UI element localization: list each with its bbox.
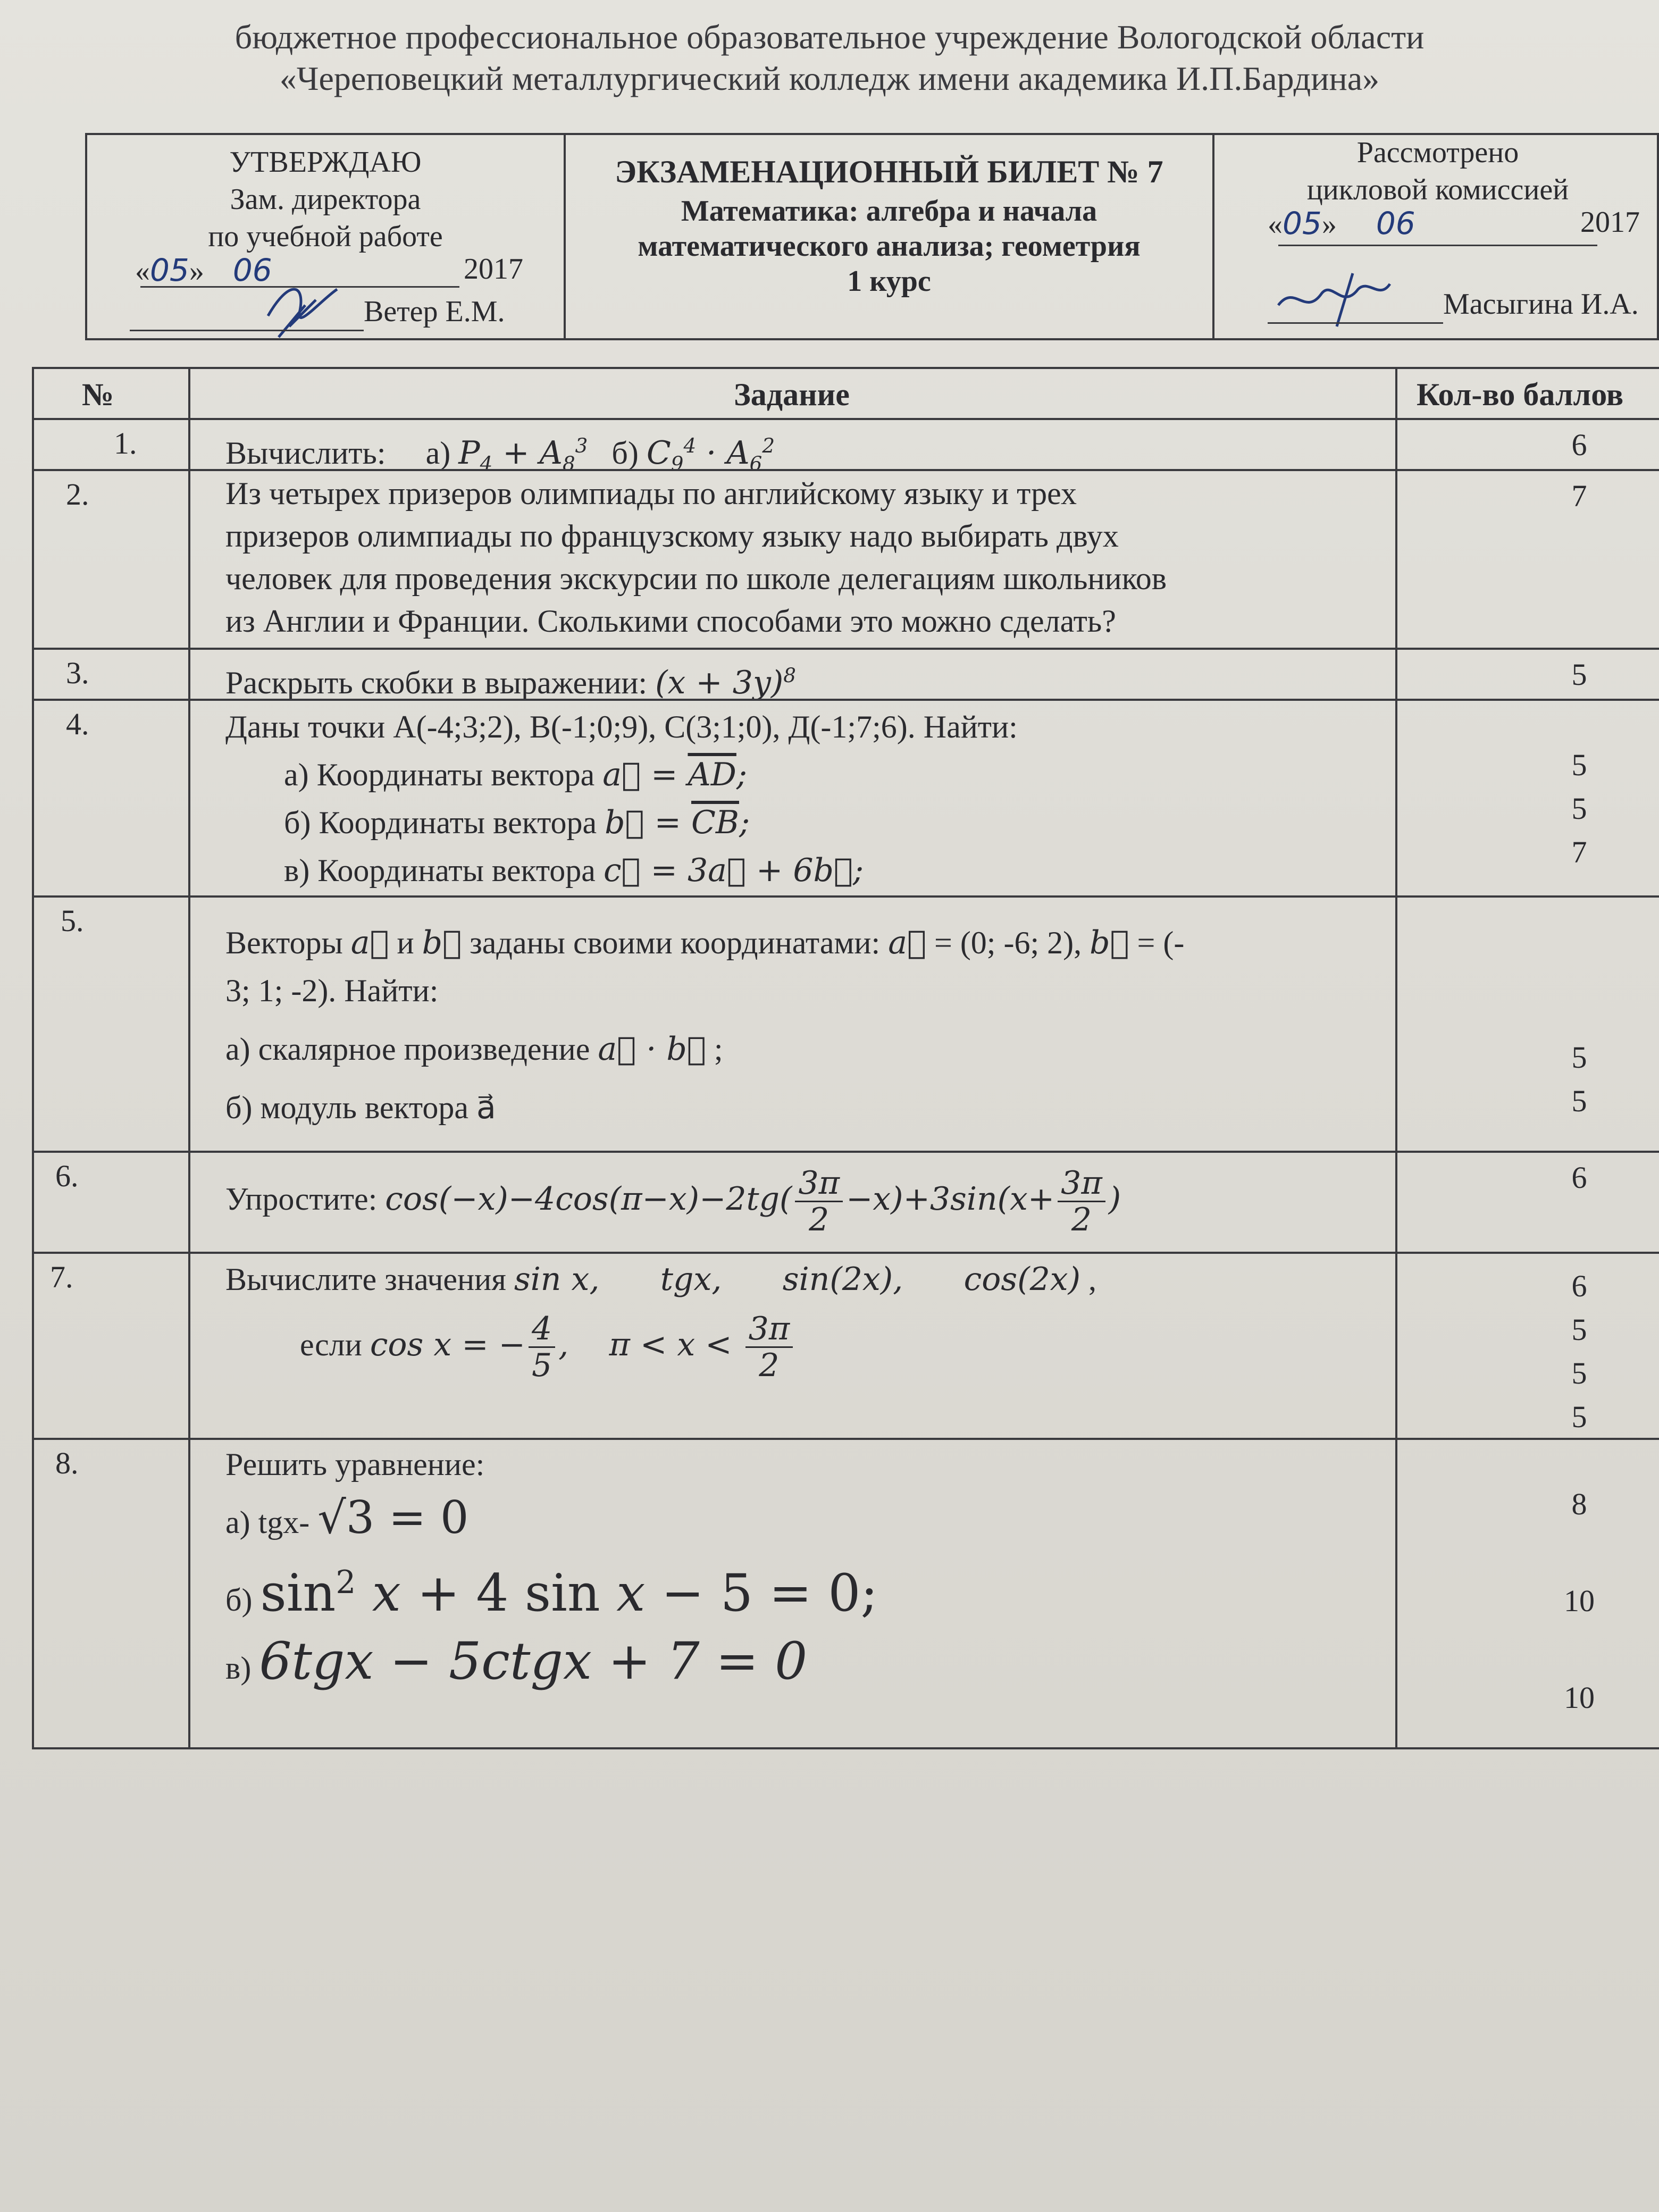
ticket-subject-2: математического анализа; геометрия	[638, 230, 1141, 263]
task-points: 8 10 10	[1564, 1487, 1595, 1715]
table-row	[34, 1151, 1659, 1252]
task-2-line: призеров олимпиады по французскому языку надо выбирать двух	[225, 518, 1119, 554]
task-5-line-2: 3; 1; -2). Найти:	[225, 973, 439, 1008]
review-date-line	[1278, 245, 1597, 246]
table-row	[34, 1252, 1659, 1438]
tasks-table	[32, 367, 1659, 1749]
task-points: 6 5 5 5	[1571, 1269, 1587, 1434]
table-row	[34, 895, 1659, 1151]
task-text	[225, 919, 1409, 1132]
task-2-line: из Англии и Франции. Сколькими способами это можно сделать?	[225, 604, 1116, 639]
review-line-2: цикловой комиссией	[1306, 173, 1569, 206]
table-row	[34, 1438, 1659, 1752]
table-row	[34, 648, 1659, 699]
task-points: 6	[1571, 1160, 1587, 1195]
approval-signature-line	[130, 330, 364, 331]
review-line-1: Рассмотрено	[1356, 136, 1519, 169]
task-8-text: Решить уравнение:	[225, 1447, 485, 1482]
task-2-line: Из четырех призеров олимпиады по английскому языку и трех	[225, 476, 1077, 511]
review-block	[1214, 135, 1659, 338]
institution-line-2: «Череповецкий металлургический колледж имени академика И.П.Бардина»	[279, 60, 1380, 97]
task-1-part-b: б)	[611, 435, 639, 471]
ticket-title: ЭКЗАМЕНАЦИОННЫЙ БИЛЕТ № 7	[615, 154, 1163, 189]
task-text	[225, 1443, 1409, 1695]
ticket-course: 1 курс	[847, 265, 931, 298]
task-number: 8.	[55, 1446, 79, 1480]
task-6-text: Упростите:	[225, 1182, 378, 1217]
review-signature-line	[1268, 322, 1443, 324]
task-5-line-1: Векторы a⃗ и b⃗ заданы своими координатами: a⃗ = (0; -6; 2), b⃗ = (-	[225, 924, 1185, 961]
task-text	[225, 1258, 1409, 1383]
approval-signature	[257, 268, 364, 342]
approval-position-1: Зам. директора	[230, 183, 421, 216]
approval-title: УТВЕРЖДАЮ	[229, 146, 422, 179]
task-1-part-a: а)	[425, 435, 451, 471]
task-text	[225, 703, 1409, 894]
task-8-item-b: б) $\sin^2 x + 4$ sin x − 5 = 0;	[225, 1563, 878, 1623]
task-number: 1.	[114, 426, 137, 460]
task-7-line-2: если cos x = − $\frac{4}{5}$ , π < x < $\frac{3\pi}{2}$	[300, 1311, 1409, 1383]
task-6-formula: cos(−x)−4cos(π−x)−2tg( $\frac{3\pi}{2}$ −x)+3sin(x+ $\frac{3\pi}{2}$ )	[385, 1164, 1121, 1238]
col-header-task: Задание	[734, 377, 850, 412]
task-4-item-b: б) Координаты вектора b⃗ = $\overline{CB}$;	[284, 804, 750, 841]
task-7-line-1: Вычислите значения sin x, tgx, sin(2x), cos(2x) ,	[225, 1261, 1097, 1298]
task-number: 2.	[66, 477, 89, 512]
task-text	[225, 654, 1409, 704]
task-points: 7	[1571, 479, 1587, 513]
task-2-line: человек для проведения экскурсии по школе делегациям школьников	[225, 561, 1167, 596]
approval-day: 05	[150, 252, 189, 288]
table-row	[34, 418, 1659, 475]
task-text	[225, 472, 1409, 642]
task-8-item-a: а) tgx- √3 = 0	[225, 1492, 469, 1544]
col-header-number: №	[82, 377, 114, 412]
approval-name: Ветер Е.М.	[364, 295, 505, 328]
table-header-row	[34, 367, 1659, 418]
review-year: 2017	[1580, 206, 1640, 239]
header-table	[85, 133, 1659, 340]
task-4-item-a: а) Координаты вектора a⃗ = $\overline{AD}$;	[284, 756, 748, 793]
task-number: 7.	[50, 1260, 73, 1294]
ticket-subject-1: Математика: алгебра и начала	[681, 195, 1097, 228]
task-4-item-c: в) Координаты вектора c⃗ = 3a⃗ + 6b⃗;	[284, 852, 864, 889]
approval-month: 06	[232, 252, 272, 288]
task-8-item-c: в) 6tgx − 5ctgx + 7 = 0	[225, 1631, 808, 1691]
approval-date-row: «05» 06 2017	[135, 252, 523, 288]
task-4-intro: Даны точки А(-4;3;2), В(-1;0;9), С(3;1;0), Д(-1;7;6). Найти:	[225, 709, 1018, 744]
approval-year: 2017	[464, 253, 523, 286]
task-number: 6.	[55, 1159, 79, 1193]
task-1-prefix: Вычислить:	[225, 435, 386, 471]
task-5-item-b: б) модуль вектора a⃗	[225, 1089, 496, 1126]
review-month: 06	[1376, 205, 1415, 241]
task-number: 4.	[66, 707, 89, 741]
col-header-points: Кол-во баллов	[1417, 377, 1624, 412]
task-points: 5 5 7	[1571, 748, 1587, 869]
task-text	[225, 1166, 1409, 1237]
task-points: 5	[1571, 657, 1587, 692]
task-points: 6	[1571, 428, 1587, 462]
approval-block	[87, 135, 566, 338]
task-1-formula-a: $P_4 + A_8^3$	[458, 434, 588, 475]
task-5-item-a: а) скалярное произведение a⃗ · b⃗ ;	[225, 1030, 723, 1068]
institution-line-1: бюджетное профессиональное образовательное учреждение Вологодской области	[234, 18, 1425, 56]
task-1-formula-b: $C_9^4 \cdot A_6^2$	[646, 434, 775, 475]
ticket-block	[566, 135, 1214, 338]
review-date-row: «05» 06 2017	[1268, 205, 1640, 241]
task-number: 5.	[61, 903, 84, 938]
table-row	[34, 699, 1659, 895]
task-points: 5 5	[1571, 1040, 1587, 1118]
review-name: Масыгина И.А.	[1443, 288, 1639, 321]
approval-position-2: по учебной работе	[208, 220, 443, 253]
task-3-text: Раскрыть скобки в выражении:	[225, 665, 648, 700]
task-3-formula: $(x + 3y)^8$	[655, 664, 796, 701]
task-number: 3.	[66, 656, 89, 690]
review-day: 05	[1283, 205, 1322, 241]
table-row	[34, 469, 1659, 648]
